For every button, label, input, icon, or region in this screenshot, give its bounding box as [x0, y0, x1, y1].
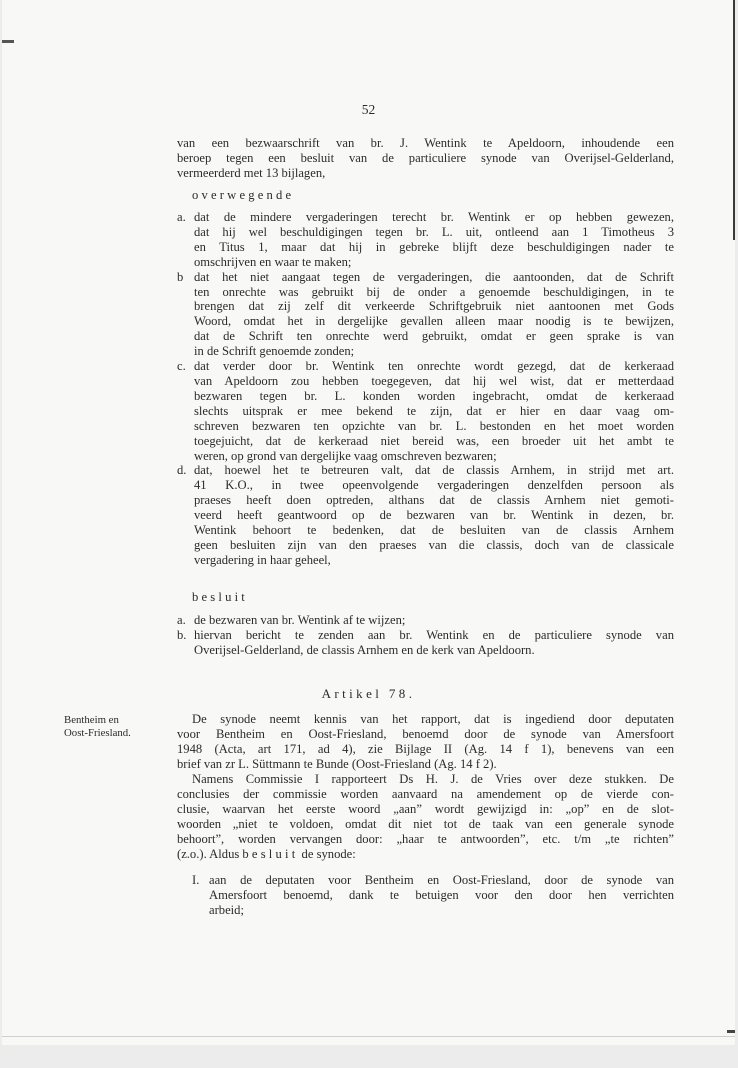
- margin-note-line: Bentheim en: [64, 714, 119, 726]
- item-label: I.: [192, 873, 200, 887]
- roman-item: [192, 873, 674, 918]
- text-line: beroep tegen een besluit van de particuliere synode van Overijsel-Gelderland,: [177, 150, 674, 165]
- besluit-heading: besluit: [192, 590, 248, 604]
- text-line: vermeerderd met 13 bijlagen,: [177, 165, 326, 180]
- text-line: Namens Commissie I rapporteert Ds H. J. de Vries over deze stukken. De: [192, 772, 674, 786]
- text-line: clusie, waarvan het eerste woord „aan” wordt gewijzigd in: „op” en de slot-: [177, 801, 674, 816]
- scan-edge-mark: [2, 40, 14, 43]
- consideration-d: [177, 463, 674, 567]
- text-line: dat hij wel beschuldigingen tegen br. L. uit, ontleend aan 1 Timotheus 3: [194, 224, 674, 239]
- considerations-list: [177, 210, 674, 568]
- text-line: Amersfoort benoemd, dank te betuigen voor den door hen verrichten: [209, 887, 674, 902]
- scan-edge-mark: [733, 0, 735, 240]
- text-line: vergadering in haar geheel,: [194, 552, 331, 567]
- text-line: voor Bentheim en Oost-Friesland, benoemd door de synode van Amersfoort: [177, 726, 674, 741]
- text-line: omschrijven en waar te maken;: [194, 254, 352, 269]
- page-bottom-edge: [2, 1036, 735, 1037]
- document-page: [2, 0, 735, 1045]
- intro-paragraph: [177, 136, 674, 181]
- text-line: dat verder door br. Wentink ten onrechte wordt gezegd, dat de kerkeraad: [194, 359, 674, 374]
- text-line: woorden „niet te voldoen, omdat dit niet tot de taak van een generale synode: [177, 816, 674, 831]
- text-line: dat, hoewel het te betreuren valt, dat de classis Arnhem, in strijd met art.: [194, 463, 674, 478]
- text-line: hiervan bericht te zenden aan br. Wentink en de particuliere synode van: [194, 627, 674, 642]
- text-line: 1948 (Acta, art 171, ad 4), zie Bijlage II (Ag. 14 f 1), benevens van een: [177, 741, 674, 756]
- decisions-list: [177, 613, 674, 658]
- scan-edge-mark: [727, 1030, 735, 1033]
- consideration-c: [177, 359, 674, 463]
- text-line: Wentink behoort te bedenken, dat de besluiten van de classis Arnhem: [194, 523, 674, 538]
- item-label: a.: [177, 613, 186, 627]
- besluit-word: besluit: [242, 846, 299, 861]
- consideration-a: [177, 210, 674, 270]
- text-line: De synode neemt kennis van het rapport, dat is ingediend door deputaten: [192, 712, 674, 726]
- text-line: ten onrechte was gebruikt bij de onder a genoemde beschuldigingen, in te: [194, 284, 674, 299]
- item-label: a.: [177, 210, 186, 224]
- text-fragment: de synode:: [298, 846, 356, 861]
- paragraph-report: [177, 712, 674, 772]
- margin-note: [64, 714, 131, 740]
- text-line: geen besluiten zijn van den praeses van die classis, doch van de classicale: [194, 537, 674, 552]
- text-line: weren, op grond van dergelijke vaag omschreven bezwaren;: [194, 448, 497, 463]
- text-line: dat het niet aangaat tegen de vergaderingen, die aantoonden, dat de Schrift: [194, 269, 674, 284]
- decision-a: [177, 613, 674, 628]
- text-line: arbeid;: [209, 902, 244, 917]
- text-line: praeses heeft doen optreden, althans dat de classis Arnhem niet gemoti-: [194, 493, 674, 508]
- page-number: 52: [361, 102, 376, 117]
- text-line: toegejuicht, dat de kerkeraad niet bereid was, een broeder uit het ambt te: [194, 433, 674, 448]
- text-fragment: (z.o.). Aldus: [177, 846, 243, 861]
- text-line: en Titus 1, maar dat hij in gebreke blijft deze beschuldigingen nader te: [194, 239, 674, 254]
- item-label: b: [177, 269, 184, 284]
- text-line: dat de Schrift ten onrechte werd gebruikt, omdat er geen sprake is van: [194, 329, 674, 344]
- text-line: behoort”, worden vervangen door: „haar te antwoorden”, etc. t/m „te richten”: [177, 831, 674, 846]
- text-line: Overijsel-Gelderland, de classis Arnhem en de kerk van Apeldoorn.: [194, 642, 535, 657]
- article-heading: Artikel 78.: [321, 686, 416, 701]
- text-line: schreven bezwaren ten opzichte van br. L. bestonden en het moet worden: [194, 418, 674, 433]
- text-line: aan de deputaten voor Bentheim en Oost-Friesland, door de synode van: [209, 873, 674, 887]
- item-label: d.: [177, 463, 187, 478]
- roman-item-1: [192, 873, 674, 918]
- text-line: veerd heeft geantwoord op de bezwaren van br. Wentink in dezen, br.: [194, 508, 674, 523]
- paragraph-commission: [177, 772, 674, 861]
- text-line: van een bezwaarschrift van br. J. Wentink te Apeldoorn, inhoudende een: [177, 136, 674, 150]
- text-line: slechts uitsprak er mee bekend te zijn, dat er hier en daar vaag om-: [194, 403, 674, 418]
- text-line: [177, 847, 674, 862]
- overwegende-heading: overwegende: [192, 188, 295, 202]
- item-label: c.: [177, 359, 186, 374]
- text-line: 41 K.O., in twee opeenvolgende vergaderingen denzelfden persoon als: [194, 478, 674, 493]
- text-line: dat de mindere vergaderingen terecht br. Wentink er op hebben gewezen,: [194, 210, 674, 224]
- text-line: de bezwaren van br. Wentink af te wijzen;: [194, 613, 406, 627]
- text-line: brengen dat zij zelf dit verkeerde Schriftgebruik niet aantoonen met Gods: [194, 299, 674, 314]
- text-line: brief van zr L. Süttmann te Bunde (Oost-Friesland (Ag. 14 f 2).: [177, 756, 497, 771]
- text-line: conclusies der commissie worden aanvaard na amendement op de vierde con-: [177, 786, 674, 801]
- margin-note-line: Oost-Friesland.: [64, 726, 131, 739]
- item-label: b.: [177, 627, 187, 642]
- text-line: bezwaren tegen br. L. konden worden ingebracht, omdat de kerkeraad: [194, 388, 674, 403]
- text-line: in de Schrift genoemde zonden;: [194, 344, 355, 359]
- decision-b: [177, 628, 674, 658]
- text-line: van Apeldoorn zou hebben toegegeven, dat hij wel wist, dat er metterdaad: [194, 373, 674, 388]
- text-line: Woord, omdat het in dergelijke gevallen alleen maar noodig is te bewijzen,: [194, 314, 674, 329]
- consideration-b: [177, 270, 674, 359]
